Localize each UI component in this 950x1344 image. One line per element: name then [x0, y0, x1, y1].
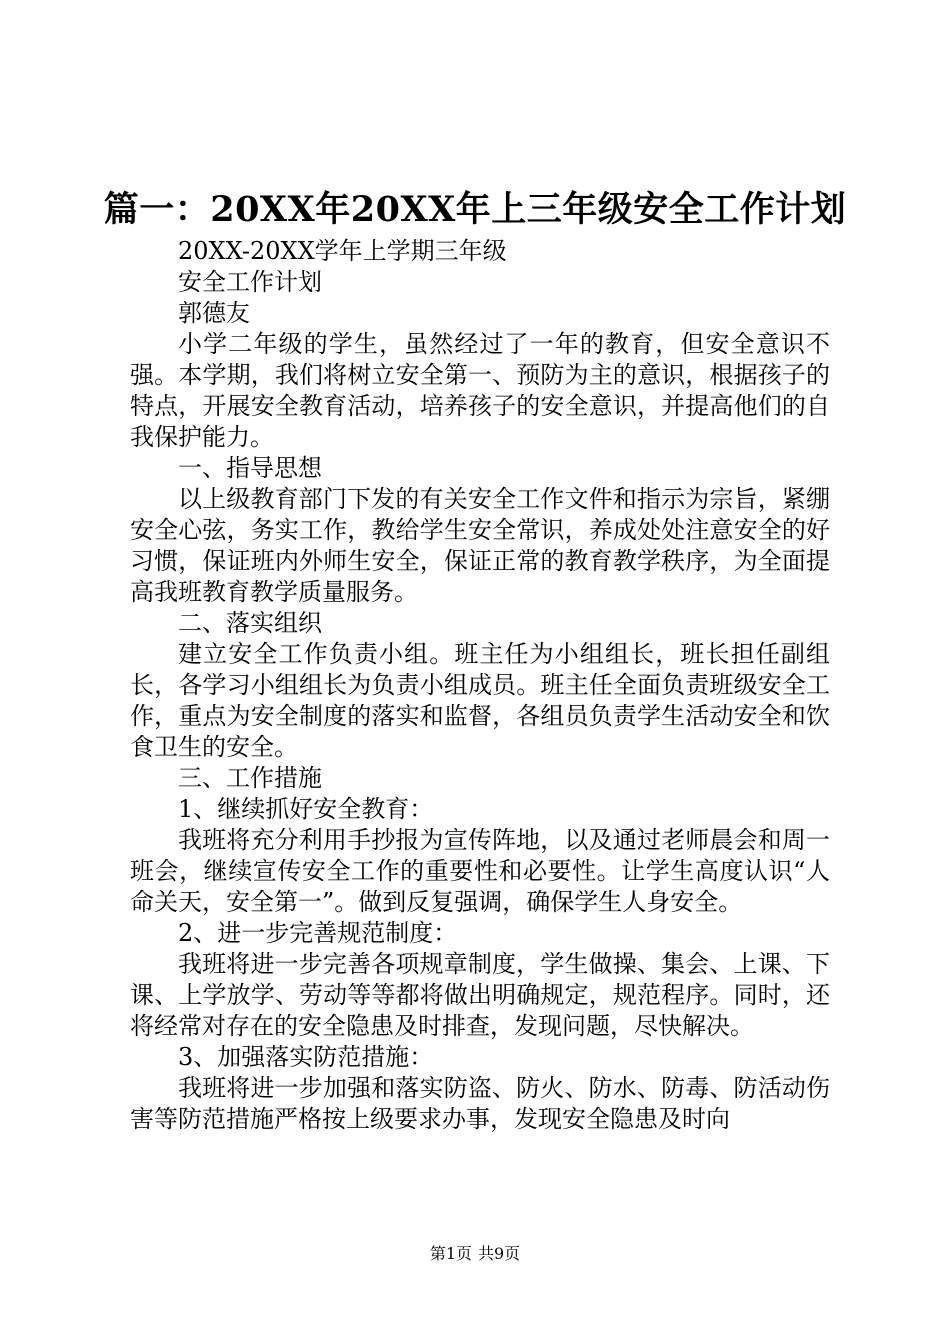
body-paragraph: 我班将进一步完善各项规章制度，学生做操、集会、上课、下课、上学放学、劳动等等都将做出明确规定，规范程序。同时，还将经常对存在的安全隐患及时排查，发现问题，尽快解决。: [130, 950, 830, 1040]
author-line: 郭德友: [178, 299, 250, 327]
page-number: 第1页: [429, 1244, 472, 1263]
body-paragraph: 建立安全工作负责小组。班主任为小组组长，班长担任副组长，各学习小组组长为负责小组成员。班主任全面负责班级安全工作，重点为安全制度的落实和监督，各组员负责学生活动安全和饮食卫生的安全。: [130, 640, 830, 761]
body-paragraph: 我班将充分利用手抄报为宣传阵地，以及通过老师晨会和周一班会，继续宣传安全工作的重要性和必要性。让学生高度认识“人命关天，安全第一”。做到反复强调，确保学生人身安全。: [130, 826, 830, 916]
page-footer: [0, 1242, 950, 1266]
section-heading: 一、指导思想: [178, 454, 322, 482]
section-heading: 二、落实组织: [178, 609, 322, 637]
document-body: [130, 236, 830, 1135]
subsection-heading: 1、继续抓好安全教育：: [178, 795, 434, 823]
subsection-heading: 2、进一步完善规范制度：: [178, 919, 458, 947]
page-total: 共9页: [478, 1244, 521, 1263]
intro-paragraph: 小学二年级的学生，虽然经过了一年的教育，但安全意识不强。本学期，我们将树立安全第一、预防为主的意识，根据孩子的特点，开展安全教育活动，培养孩子的安全意识，并提高他们的自我保护能力。: [130, 330, 830, 451]
subsection-heading: 3、加强落实防范措施：: [178, 1043, 434, 1071]
subtitle-line: 安全工作计划: [178, 268, 322, 296]
section-heading: 三、工作措施: [178, 764, 322, 792]
body-paragraph: 以上级教育部门下发的有关安全工作文件和指示为宗旨，紧绷安全心弦，务实工作，教给学生安全常识，养成处处注意安全的好习惯，保证班内外师生安全，保证正常的教育教学秩序，为全面提高我班教育教学质量服务。: [130, 485, 830, 606]
document-title: 篇一：20XX年20XX年上三年级安全工作计划: [103, 189, 847, 230]
body-paragraph: 我班将进一步加强和落实防盗、防火、防水、防毒、防活动伤害等防范措施严格按上级要求办事，发现安全隐患及时向: [130, 1074, 830, 1133]
subtitle-line: 20XX-20XX学年上学期三年级: [178, 237, 507, 265]
